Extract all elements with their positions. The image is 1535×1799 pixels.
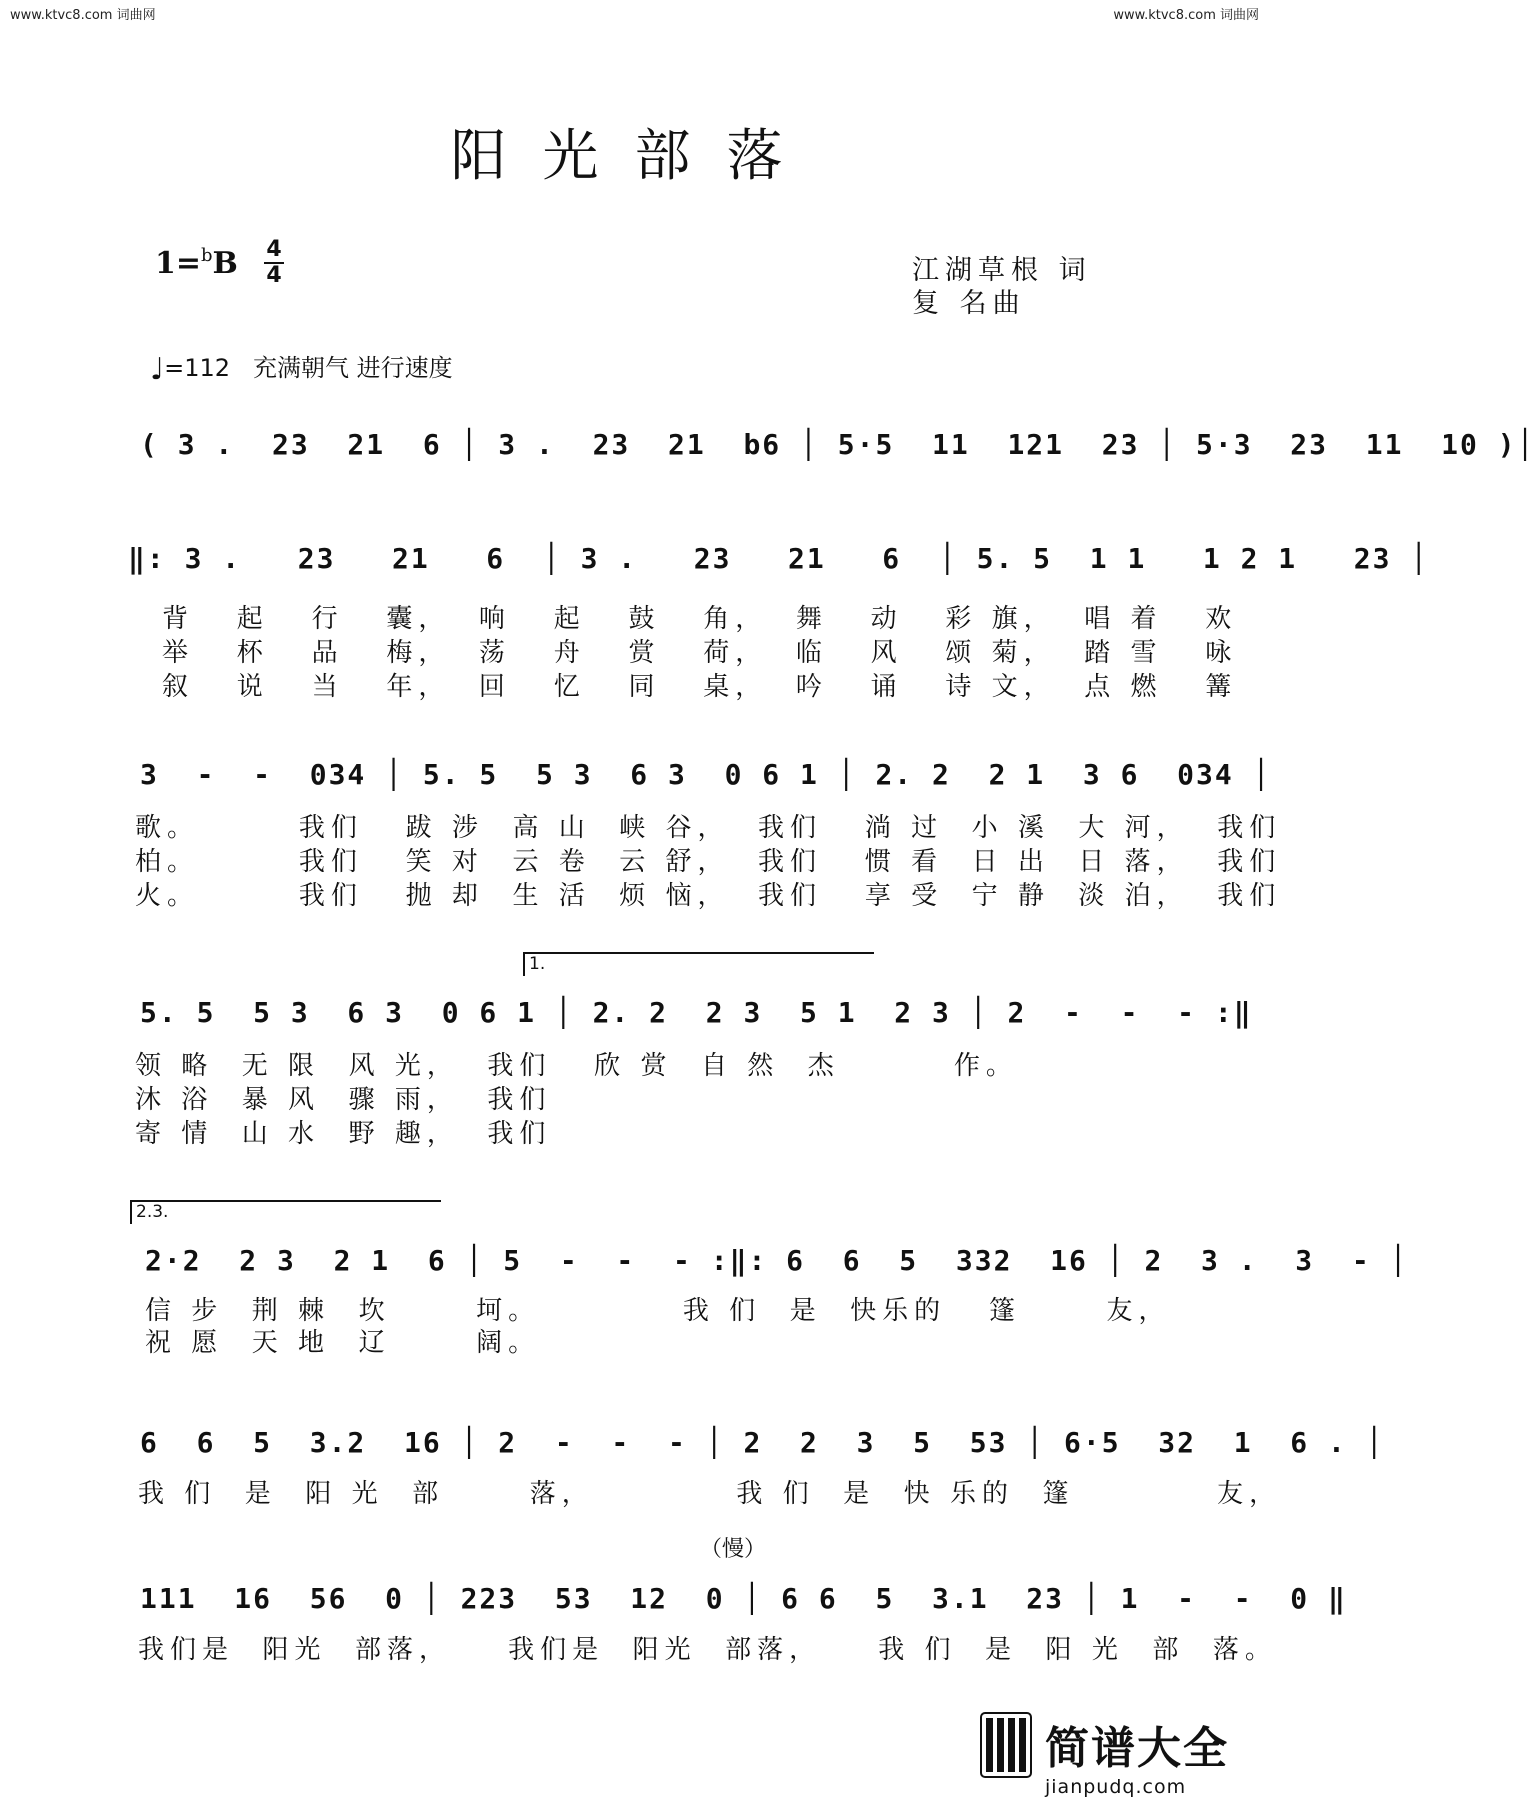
site-logo [980, 1712, 1229, 1798]
lyricist-credit: 江湖草根 词 [912, 255, 1092, 286]
page-title: 阳光部落 [450, 124, 819, 189]
key-signature: 1=$^b$B [155, 245, 238, 281]
quarter-note-icon: ♩ [150, 352, 165, 387]
notation-line-1: ‖: 3 . 23 21 6 │ 3 . 23 21 6 │ 5. 5 1 1 1 2 1 23 │ [128, 542, 1430, 575]
lyric-line-3-verse-1: 领 略 无 限 风 光， 我们 欣 赏 自 然 杰 作。 [135, 1051, 1018, 1081]
meter-bottom: 4 [266, 263, 282, 288]
logo-name: 简谱大全 [1045, 1723, 1229, 1774]
notation-line-intro: ( 3 . 23 21 6 │ 3 . 23 21 b6 │ 5·5 11 121 23 │ 5·3 23 11 10 )│ [140, 428, 1535, 461]
lyric-line-5: 我 们 是 阳 光 部 落， 我 们 是 快 乐的 篷 友， [138, 1479, 1282, 1509]
notation-line-5: 6 6 5 3.2 16 │ 2 - - - │ 2 2 3 5 53 │ 6·5 32 1 6 . │ [140, 1426, 1385, 1459]
notation-line-6: 111 16 56 0 │ 223 53 12 0 │ 6 6 5 3.1 23 │ 1 - - 0 ‖ [140, 1582, 1347, 1615]
lyric-line-2-verse-1: 歌。 我们 跋 涉 高 山 峡 谷， 我们 淌 过 小 溪 大 河， 我们 [135, 813, 1282, 843]
slow-marking: （慢） [700, 1537, 767, 1562]
time-signature [263, 238, 285, 288]
second-third-ending-bracket: 2.3. [130, 1200, 441, 1224]
tempo-expression: 充满朝气 进行速度 [252, 354, 453, 382]
lyric-line-2-verse-2: 柏。 我们 笑 对 云 卷 云 舒， 我们 惯 看 日 出 日 落， 我们 [135, 847, 1282, 877]
notation-line-4: 2·2 2 3 2 1 6 │ 5 - - - :‖: 6 6 5 332 16 │ 2 3 . 3 - │ [145, 1244, 1409, 1277]
watermark-right: www.ktvc8.com 词曲网 [1113, 8, 1259, 23]
composer-credit: 复 名曲 [912, 288, 1026, 319]
lyric-line-1-verse-2: 举 杯 品 梅， 荡 舟 赏 荷， 临 风 颂 菊， 踏 雪 咏 [162, 638, 1238, 668]
lyric-line-4-verse-1: 信 步 荆 棘 坎 坷。 我 们 是 快乐的 篷 友， [145, 1296, 1171, 1326]
first-ending-bracket: 1. [523, 952, 874, 976]
lyric-line-4-verse-2: 祝 愿 天 地 辽 阔。 [145, 1328, 541, 1358]
meter-top: 4 [266, 237, 282, 262]
lyric-line-1-verse-1: 背 起 行 囊， 响 起 鼓 角， 舞 动 彩 旗， 唱 着 欢 [162, 604, 1238, 634]
lyric-line-3-verse-2: 沐 浴 暴 风 骤 雨， 我们 [135, 1085, 552, 1115]
piano-keys-icon [980, 1712, 1032, 1778]
notation-line-3: 5. 5 5 3 6 3 0 6 1 │ 2. 2 2 3 5 1 2 3 │ 2 - - - :‖ [140, 996, 1253, 1029]
watermark-left: www.ktvc8.com 词曲网 [10, 8, 156, 23]
lyric-line-6: 我们是 阳光 部落， 我们是 阳光 部落， 我 们 是 阳 光 部 落。 [138, 1635, 1277, 1665]
notation-line-2: 3 - - 034 │ 5. 5 5 3 6 3 0 6 1 │ 2. 2 2 1 3 6 034 │ [140, 758, 1272, 791]
lyric-line-1-verse-3: 叙 说 当 年， 回 忆 同 桌， 吟 诵 诗 文， 点 燃 篝 [162, 672, 1238, 702]
lyric-line-2-verse-3: 火。 我们 抛 却 生 活 烦 恼， 我们 享 受 宁 静 淡 泊， 我们 [135, 881, 1282, 911]
tempo-marking: ♩=112 充满朝气 进行速度 [150, 352, 453, 387]
logo-url: jianpudq.com [1045, 1776, 1187, 1798]
lyric-line-3-verse-3: 寄 情 山 水 野 趣， 我们 [135, 1119, 552, 1149]
